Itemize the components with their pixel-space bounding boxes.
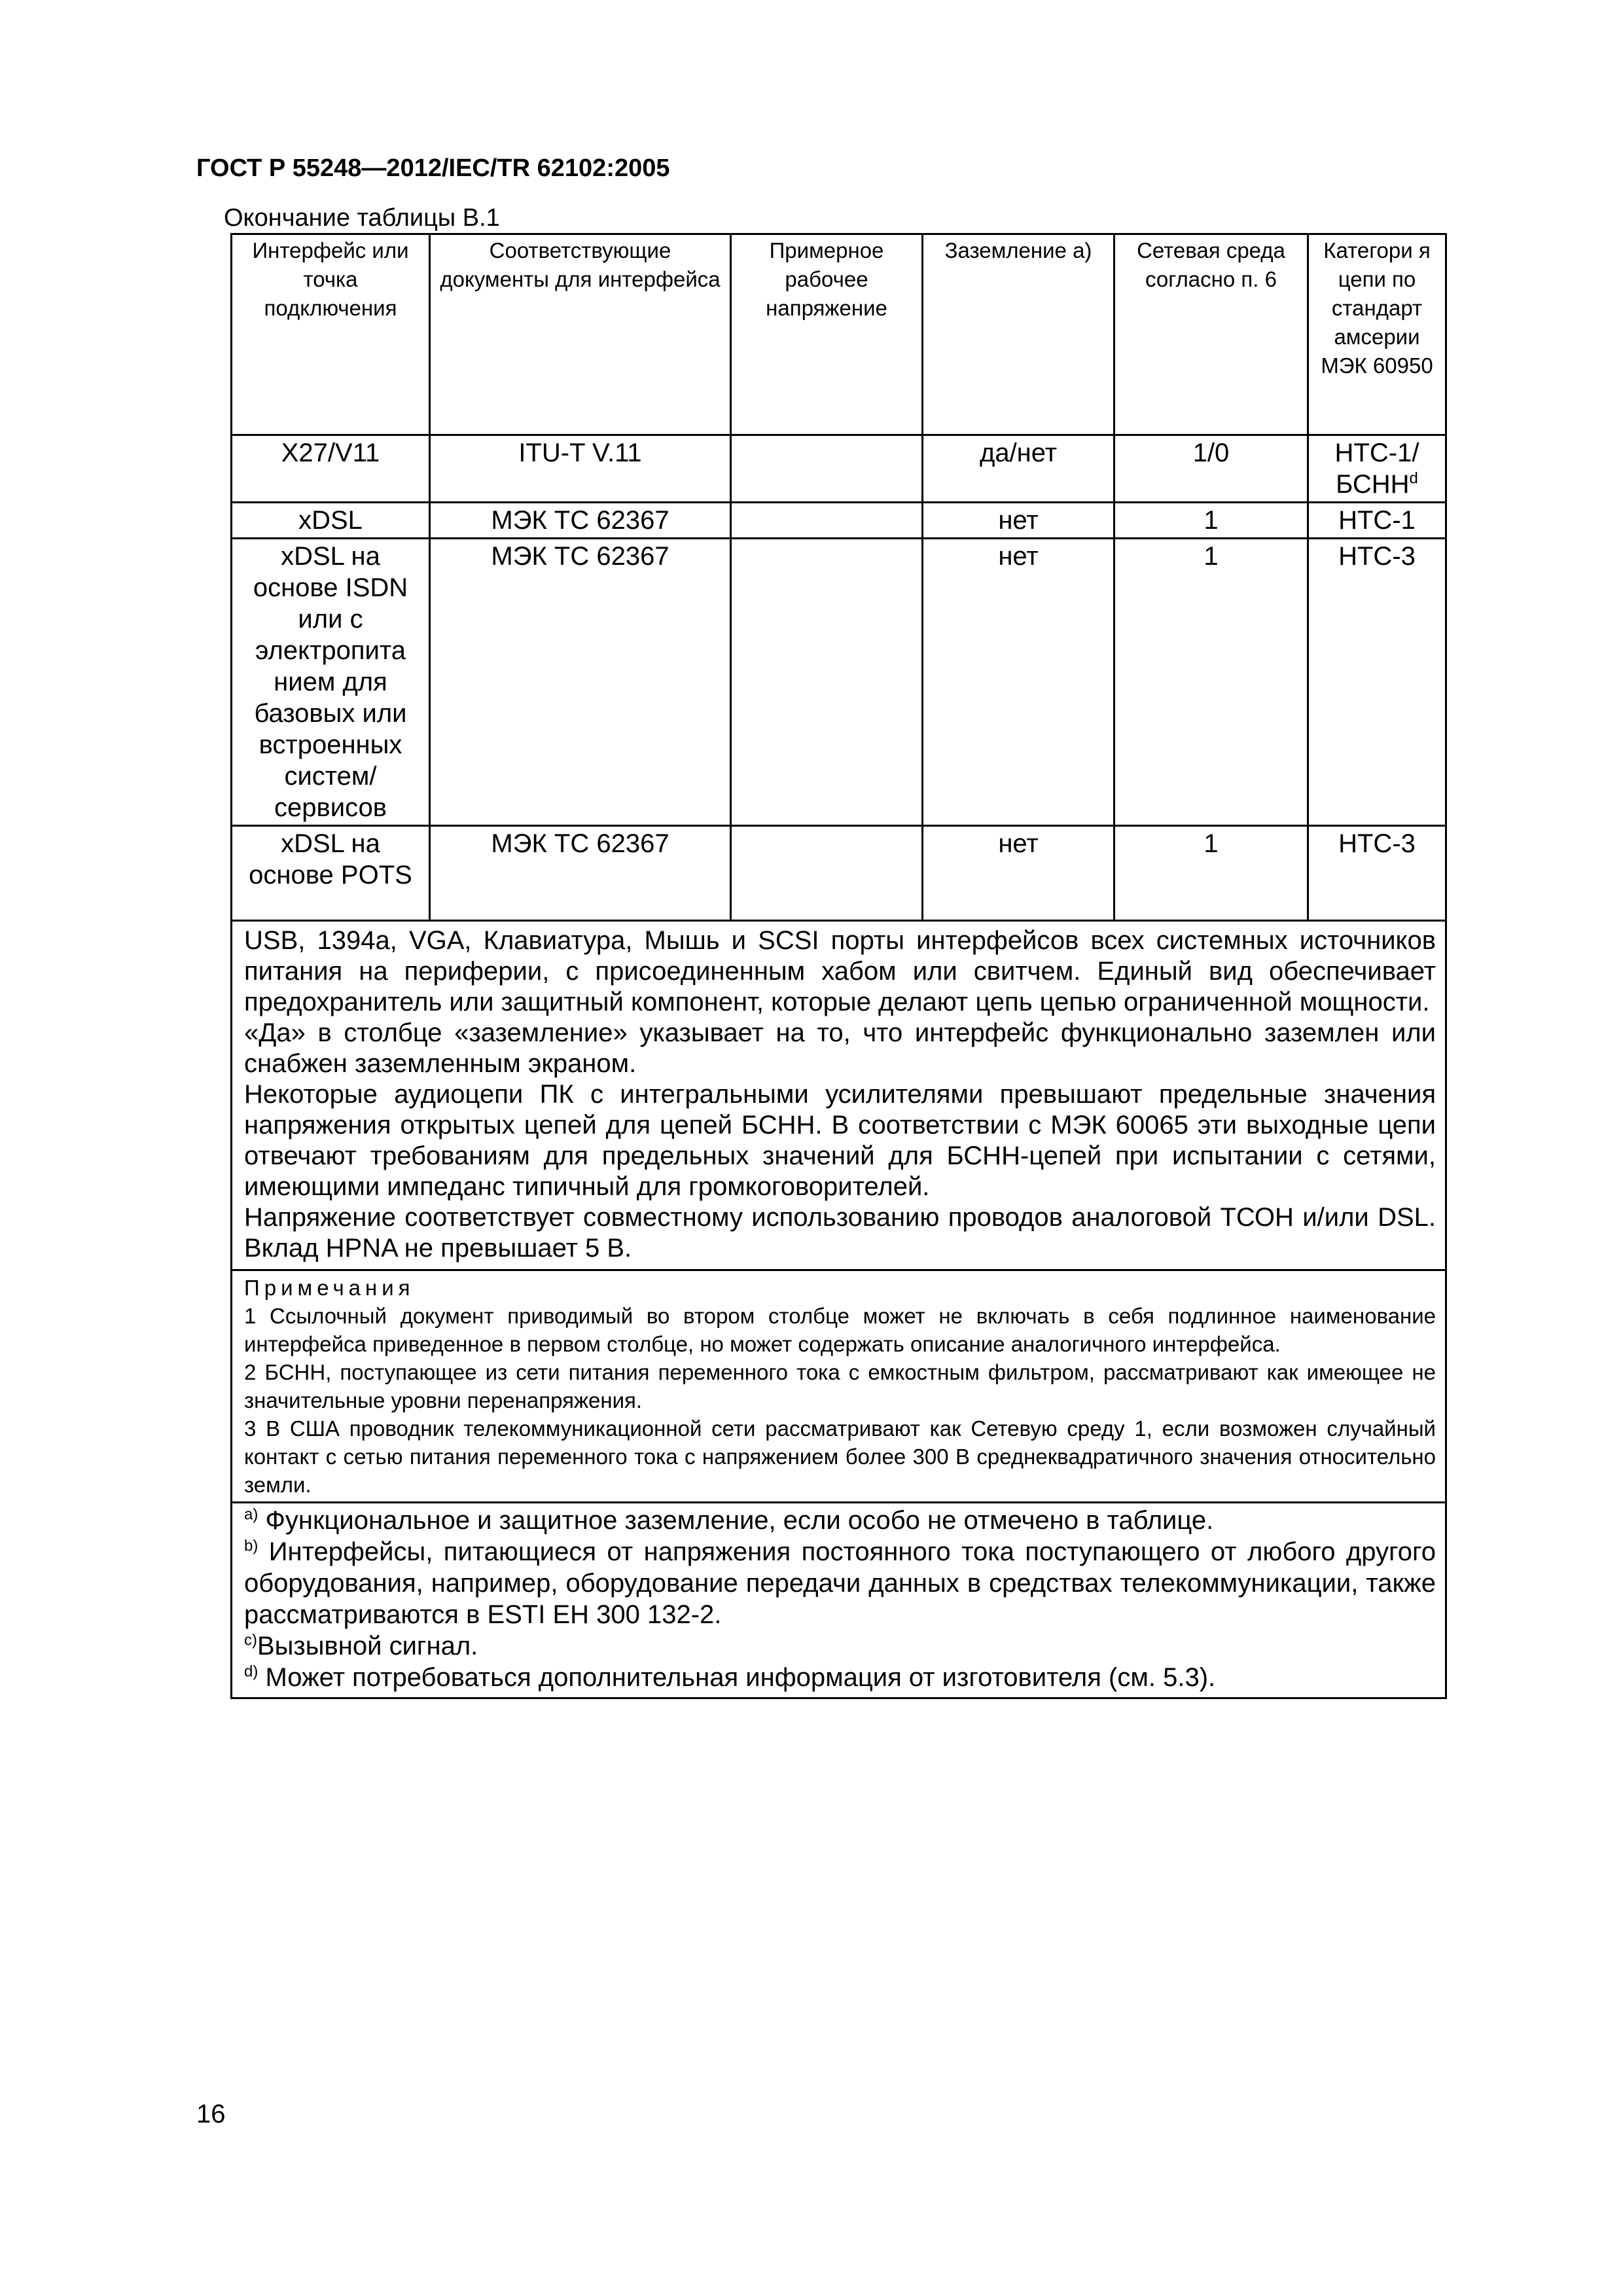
footnotes-row — [232, 1503, 1446, 1698]
notes-row — [232, 1270, 1446, 1503]
cell-interface: X27/V11 — [232, 435, 430, 503]
cell-voltage — [731, 826, 923, 921]
column-header-voltage: Примерное рабочее напряжение — [731, 234, 923, 435]
explanation-paragraph: Некоторые аудиоцепи ПК с интегральными усилителями превышают предельные значения напряжения открытых цепей для цепей БСНН. В соответствии с МЭК 60065 эти выходные цепи отвечают требованиям для предельных значений для БСНН-цепей при испытании с сетями, имеющими импеданс типичный для громкоговорителей. — [244, 1080, 1436, 1201]
cell-interface: xDSL на основе POTS — [232, 826, 430, 921]
column-header-network: Сетевая среда согласно п. 6 — [1115, 234, 1308, 435]
cell-network: 1 — [1115, 503, 1308, 539]
interfaces-table — [230, 233, 1447, 1699]
table-row — [232, 503, 1446, 539]
explanation-paragraph: «Да» в столбце «заземление» указывает на то, что интерфейс функционально заземлен или снабжен заземленным экраном. — [244, 1018, 1436, 1078]
explanation-row — [232, 921, 1446, 1270]
category-text: НТС-1/ БСНН — [1334, 439, 1419, 499]
footnote — [244, 1505, 1436, 1536]
footnote-mark: b) — [244, 1537, 259, 1555]
explanation-paragraph: USB, 1394а, VGA, Клавиатура, Мышь и SCSI порты интерфейсов всех системных источников питания на периферии, с присоединенным хабом или свитчем. Единый вид обеспечивает предохранитель или защитный компонент, которые делают цепь цепью ограниченной мощности. — [244, 926, 1436, 1016]
cell-interface: xDSL на основе ISDN или с электропита нием для базовых или встроенных систем/ сервисов — [232, 539, 430, 826]
table-caption: Окончание таблицы В.1 — [224, 204, 500, 232]
cell-grounding: нет — [923, 539, 1115, 826]
cell-category: НТС-3 — [1308, 826, 1446, 921]
cell-documents: МЭК ТС 62367 — [430, 503, 731, 539]
column-header-documents: Соответствующие документы для интерфейса — [430, 234, 731, 435]
footnote — [244, 1630, 1436, 1662]
note-item: 3 В США проводник телекоммуникационной сети рассматривают как Сетевую среду 1, если возможен случайный контакт с сетью питания переменного тока с напряжением более 300 В среднеквадратичного значения относительно земли. — [244, 1416, 1436, 1497]
table-row — [232, 826, 1446, 921]
footnote-text: Вызывной сигнал. — [257, 1632, 478, 1660]
footnote-text: Функциональное и защитное заземление, если особо не отмечено в таблице. — [265, 1506, 1214, 1535]
cell-grounding: да/нет — [923, 435, 1115, 503]
footnote-ref: d — [1409, 469, 1418, 488]
notes-title: Примечания — [244, 1276, 415, 1300]
cell-grounding: нет — [923, 826, 1115, 921]
cell-network: 1 — [1115, 826, 1308, 921]
cell-grounding: нет — [923, 503, 1115, 539]
cell-category — [1308, 435, 1446, 503]
cell-interface: xDSL — [232, 503, 430, 539]
footnote-mark: d) — [244, 1662, 259, 1681]
explanation-block — [232, 921, 1446, 1270]
footnote-text: Может потребоваться дополнительная информация от изготовителя (см. 5.3). — [265, 1663, 1216, 1692]
footnote-text: Интерфейсы, питающиеся от напряжения постоянного тока поступающего от любого другого оборудования, например, оборудование передачи данных в средствах телекоммуникации, также рассматриваются в ESTI ЕН 300 132-2. — [244, 1537, 1436, 1629]
note-item: 2 БСНН, поступающее из сети питания переменного тока с емкостным фильтром, рассматривают как имеющее не значительные уровни перенапряжения. — [244, 1360, 1436, 1412]
cell-documents: МЭК ТС 62367 — [430, 826, 731, 921]
cell-voltage — [731, 539, 923, 826]
footnote-mark: c) — [244, 1631, 257, 1649]
cell-documents: ITU-T V.11 — [430, 435, 731, 503]
column-header-grounding: Заземление а) — [923, 234, 1115, 435]
footnote — [244, 1536, 1436, 1630]
cell-category: НТС-3 — [1308, 539, 1446, 826]
table-header-row — [232, 234, 1446, 435]
cell-network: 1/0 — [1115, 435, 1308, 503]
notes-block — [232, 1270, 1446, 1503]
cell-voltage — [731, 503, 923, 539]
table-row — [232, 435, 1446, 503]
column-header-category: Категори я цепи по стандарт амсерии МЭК 60950 — [1308, 234, 1446, 435]
note-item: 1 Ссылочный документ приводимый во втором столбце может не включать в себя подлинное наименование интерфейса приведенное в первом столбце, но может содержать описание аналогичного интерфейса. — [244, 1304, 1436, 1356]
footnotes-block — [232, 1503, 1446, 1698]
footnote-mark: a) — [244, 1505, 259, 1524]
cell-voltage — [731, 435, 923, 503]
cell-network: 1 — [1115, 539, 1308, 826]
explanation-paragraph: Напряжение соответствует совместному использованию проводов аналоговой ТСОН и/или DSL. Вклад HPNA не превышает 5 В. — [244, 1203, 1436, 1263]
cell-category: НТС-1 — [1308, 503, 1446, 539]
document-header: ГОСТ Р 55248—2012/IEC/TR 62102:2005 — [196, 154, 670, 182]
column-header-interface: Интерфейс или точка подключения — [232, 234, 430, 435]
cell-documents: МЭК ТС 62367 — [430, 539, 731, 826]
footnote — [244, 1662, 1436, 1693]
table-row — [232, 539, 1446, 826]
page-number: 16 — [196, 2100, 226, 2128]
